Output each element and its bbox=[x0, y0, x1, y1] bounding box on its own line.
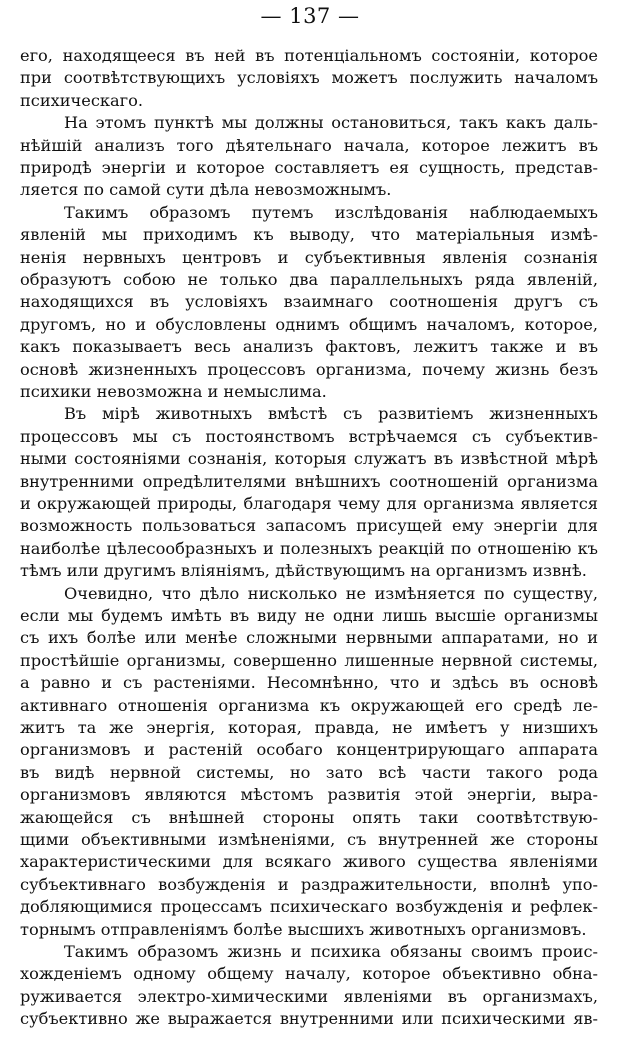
text-line: въ видѣ нервной системы, но зато всѣ части такого рода bbox=[20, 762, 598, 782]
text-line: На этомъ пунктѣ мы должны остановиться, такъ какъ даль- bbox=[64, 113, 598, 133]
text-line: простѣйшіе организмы, совершенно лишенные нервной системы, bbox=[20, 650, 598, 670]
text-line: житъ та же энергія, которая, правда, не имѣетъ у низшихъ bbox=[20, 718, 598, 737]
text-line: хожденіемъ одному общему началу, которое объективно обна- bbox=[20, 964, 598, 984]
text-line: природѣ энергіи и которое составляетъ ея сущность, представ- bbox=[20, 158, 598, 177]
text-line: и окружающей природы, благодаря чему для организма является bbox=[20, 494, 598, 513]
text-line: находящихся въ условіяхъ взаимнаго соотношенія другъ съ bbox=[20, 292, 598, 312]
text-line: жающейся съ внѣшней стороны опять таки соотвѣтствую- bbox=[20, 807, 598, 827]
text-line: активнаго отношенія организма къ окружающей его средѣ ле- bbox=[20, 695, 598, 715]
text-line: внутренними опредѣлителями внѣшнихъ соотношеній организма bbox=[20, 471, 598, 491]
text-line: ными состояніями сознанія, которыя служатъ въ извѣстной мѣрѣ bbox=[20, 449, 598, 469]
text-line: психики невозможна и немыслима. bbox=[20, 382, 327, 401]
text-line: Въ мірѣ животныхъ вмѣстѣ съ развитіемъ жизненныхъ bbox=[64, 404, 598, 424]
text-line: Такимъ образомъ путемъ изслѣдованія наблюдаемыхъ bbox=[64, 202, 598, 222]
text-line: наиболѣе цѣлесообразныхъ и полезныхъ реакцій по отношенію къ bbox=[20, 538, 598, 558]
text-line: процессовъ мы съ постоянствомъ встрѣчаемся съ субъектив- bbox=[20, 426, 598, 446]
text-line: ненія нервныхъ центровъ и субъективныя явленія сознанія bbox=[20, 247, 598, 267]
text-line: возможность пользоваться запасомъ присущей ему энергіи для bbox=[20, 516, 598, 536]
text-line: нѣйшій анализъ того дѣятельнаго начала, которое лежитъ въ bbox=[20, 135, 598, 155]
text-line: а равно и съ растеніями. Несомнѣнно, что и здѣсь въ основѣ bbox=[20, 673, 598, 693]
text-line: руживается электро-химическими явленіями въ организмахъ, bbox=[20, 986, 598, 1006]
text-line: щими объективными измѣненіями, съ внутренней же стороны bbox=[20, 830, 598, 849]
text-line: если мы будемъ имѣть въ виду не одни лишь высшіе организмы bbox=[20, 606, 598, 625]
text-line: добляющимися процессамъ психическаго возбужденія и рефлек- bbox=[20, 897, 598, 917]
text-line: Очевидно, что дѣло нисколько не измѣняется по существу, bbox=[64, 583, 598, 603]
text-line: Такимъ образомъ жизнь и психика обязаны своимъ проис- bbox=[64, 942, 598, 961]
text-line: явленій мы приходимъ къ выводу, что матеріальныя измѣ- bbox=[20, 225, 598, 245]
text-line: организмовъ являются мѣстомъ развитія этой энергіи, выра- bbox=[20, 785, 598, 805]
text-line: торнымъ отправленіямъ болѣе высшихъ животныхъ организмовъ. bbox=[20, 919, 587, 939]
text-line: субъективнаго возбужденія и раздражительности, вполнѣ упо- bbox=[20, 874, 598, 894]
text-line: другомъ, но и обусловлены однимъ общимъ началомъ, которое, bbox=[20, 314, 598, 334]
text-line: его, находящееся въ ней въ потенціальномъ состояніи, которое bbox=[20, 46, 598, 65]
text-line: субъективно же выражается внутренними или психическими яв- bbox=[20, 1009, 598, 1029]
text-line: ляется по самой сути дѣла невозможнымъ. bbox=[20, 180, 392, 200]
text-line: характеристическими для всякаго живого существа явленіями bbox=[20, 852, 598, 872]
text-line: при соотвѣтствующихъ условіяхъ можетъ послужить началомъ bbox=[20, 68, 598, 88]
page-number: — 137 — bbox=[260, 4, 360, 28]
text-line: съ ихъ болѣе или менѣе сложными нервными аппаратами, но и bbox=[20, 628, 598, 648]
text-line: организмовъ и растеній особаго концентрирующаго аппарата bbox=[20, 740, 598, 760]
text-line: образуютъ собою не только два параллельныхъ ряда явленій, bbox=[20, 270, 598, 289]
text-line: тѣмъ или другимъ вліяніямъ, дѣйствующимъ на организмъ извнѣ. bbox=[20, 561, 587, 581]
text-line: какъ показываетъ весь анализъ фактовъ, лежитъ также и въ bbox=[20, 337, 598, 357]
text-line: психическаго. bbox=[20, 90, 144, 110]
text-line: основѣ жизненныхъ процессовъ организма, почему жизнь безъ bbox=[20, 359, 598, 379]
